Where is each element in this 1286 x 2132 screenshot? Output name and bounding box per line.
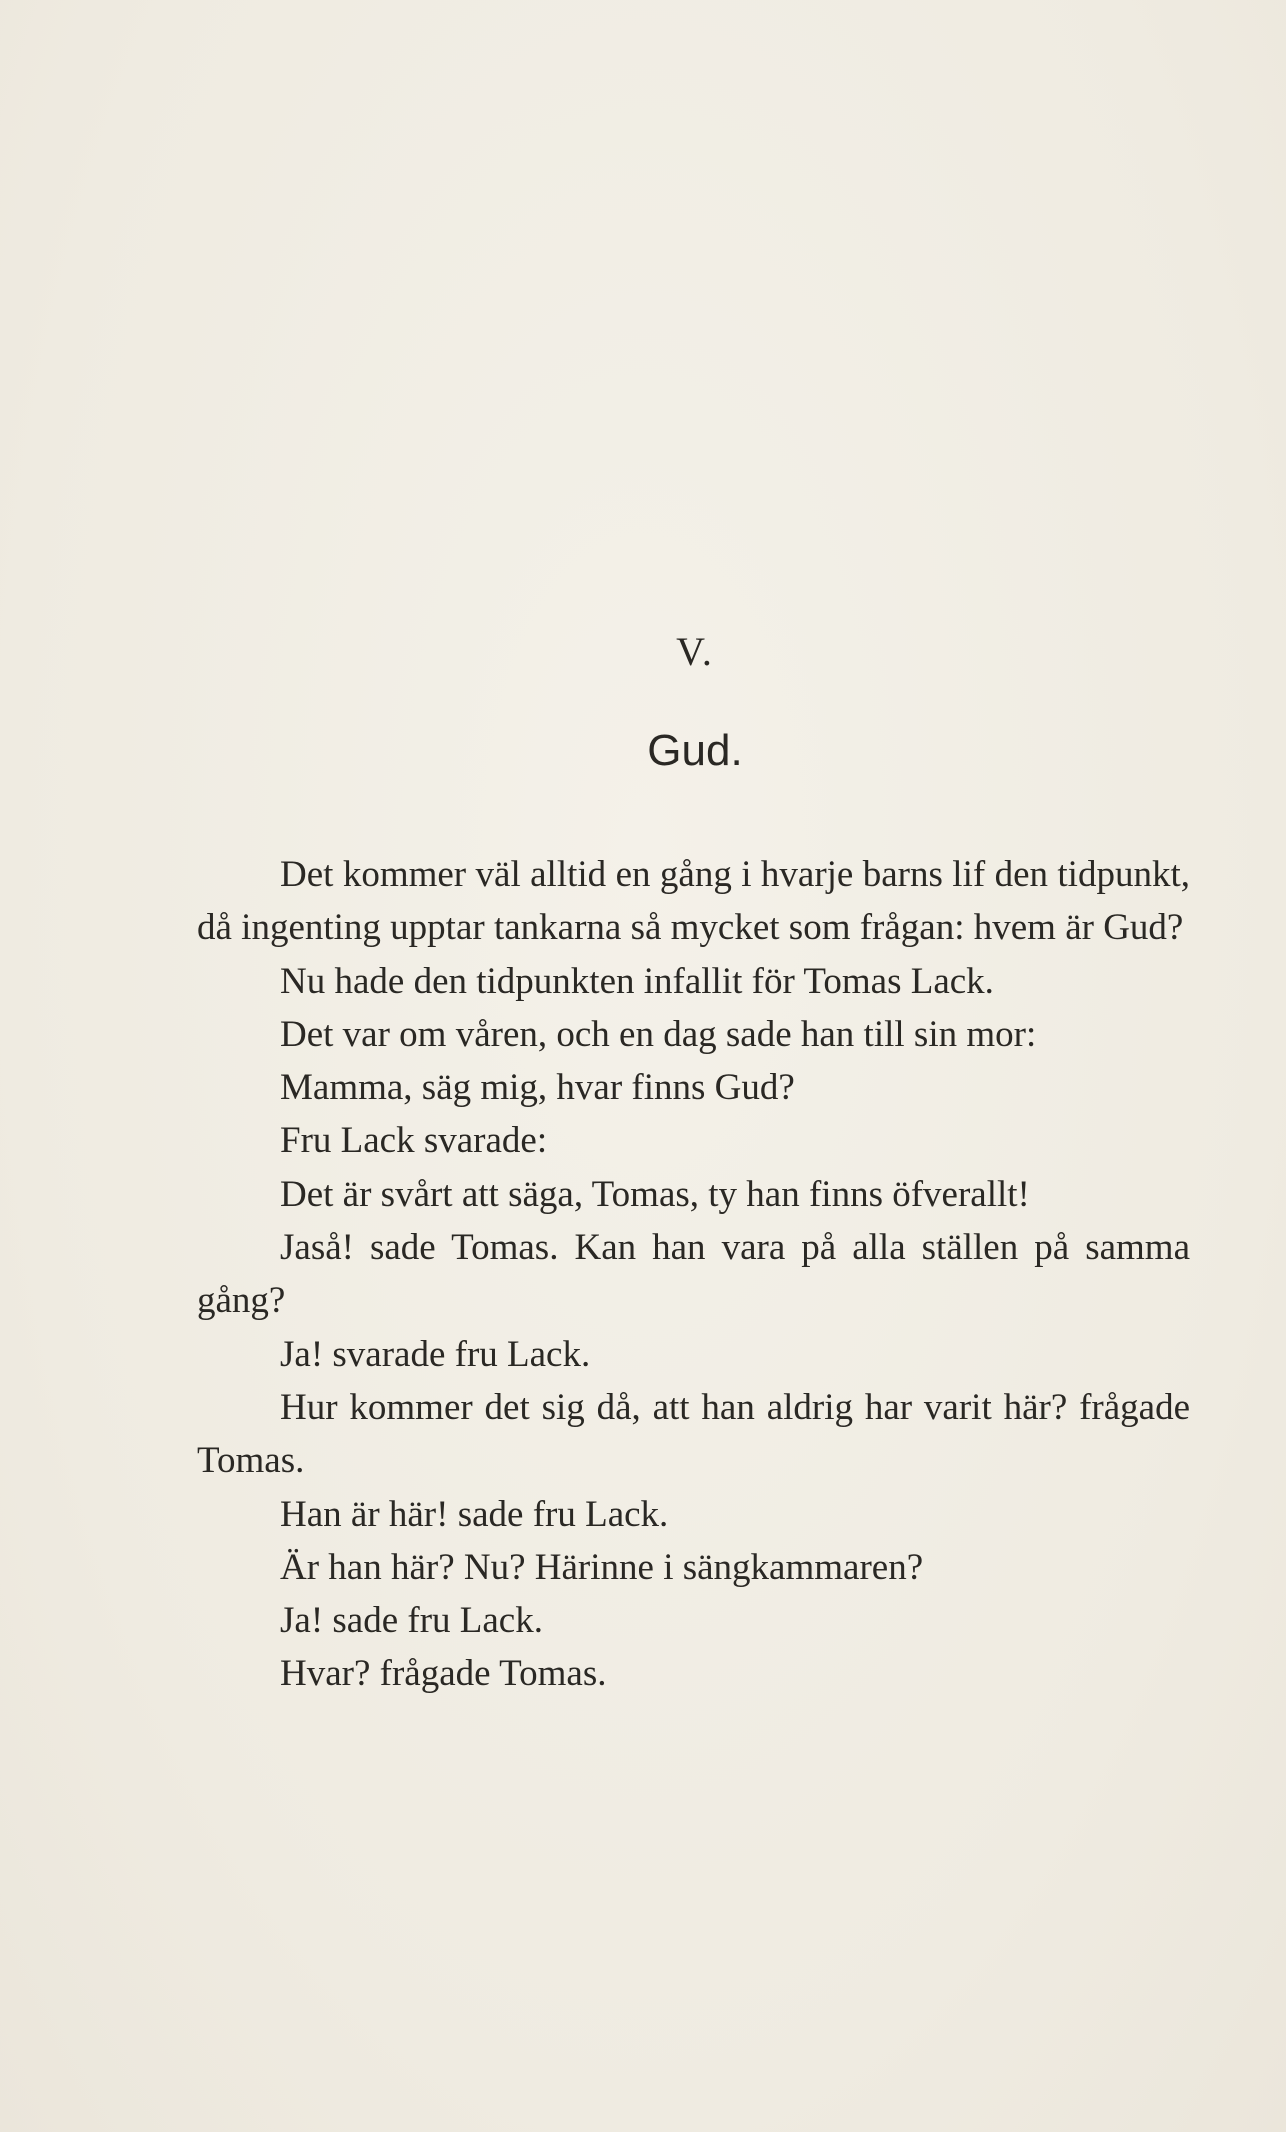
paragraph: Mamma, säg mig, hvar finns Gud? bbox=[280, 1067, 795, 1109]
paragraph: Jaså! sade Tomas. Kan han vara på alla ställen på samma gång? bbox=[197, 1227, 1190, 1322]
paragraph: Hvar? frågade Tomas. bbox=[280, 1653, 607, 1695]
paragraph: Fru Lack svarade: bbox=[280, 1120, 548, 1162]
paragraph: Ja! svarade fru Lack. bbox=[280, 1333, 591, 1375]
paragraph: Det kommer väl alltid en gång i hvarje barns lif den tidpunkt, då ingenting upptar tankarna så mycket som frågan: hvem är Gud? bbox=[197, 854, 1190, 949]
paragraph: Är han här? Nu? Härinne i sängkammaren? bbox=[280, 1546, 924, 1588]
chapter-title: Gud. bbox=[647, 726, 743, 775]
paragraph: Han är här! sade fru Lack. bbox=[280, 1493, 669, 1535]
paragraph: Det är svårt att säga, Tomas, ty han finns öfverallt! bbox=[280, 1173, 1030, 1215]
body-text bbox=[197, 848, 1190, 1701]
chapter-number: V. bbox=[676, 629, 714, 674]
paragraph: Det var om våren, och en dag sade han till sin mor: bbox=[280, 1013, 1037, 1055]
paragraph: Nu hade den tidpunkten infallit för Tomas Lack. bbox=[280, 960, 994, 1002]
paragraph: Hur kommer det sig då, att han aldrig har varit här? frågade Tomas. bbox=[197, 1386, 1190, 1482]
paragraph: Ja! sade fru Lack. bbox=[280, 1600, 543, 1642]
